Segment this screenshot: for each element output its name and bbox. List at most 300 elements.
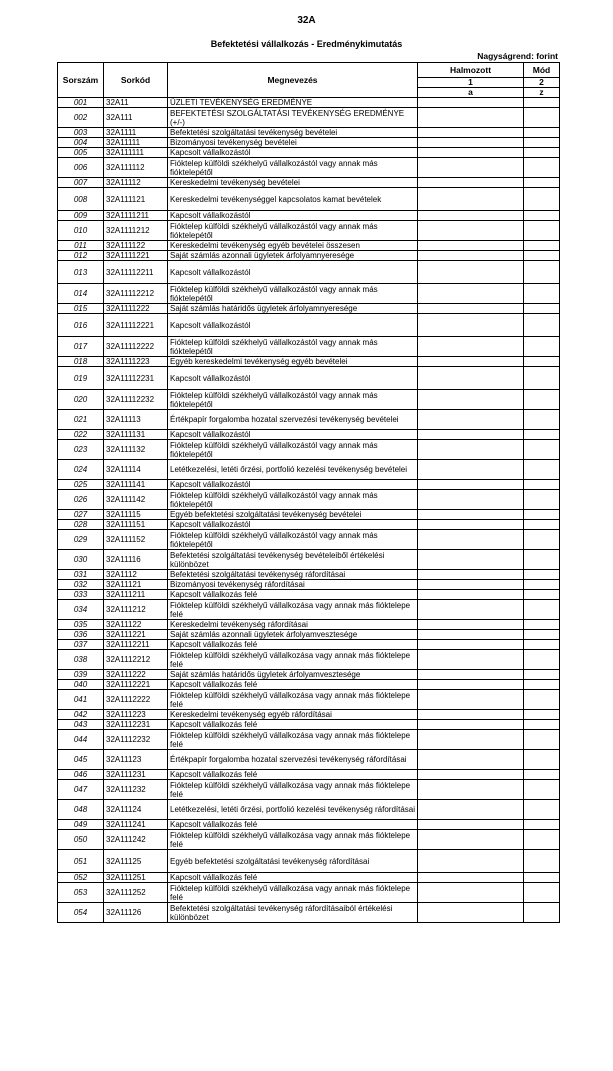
row-code: 32A111121: [104, 188, 168, 211]
row-number: 024: [58, 460, 104, 480]
row-description: Befektetési szolgáltatási tevékenység ráfordításai: [168, 570, 418, 580]
value-mod[interactable]: [524, 580, 560, 590]
table-row: [58, 314, 560, 337]
table-row: [58, 590, 560, 600]
table-row: [58, 650, 560, 670]
row-code: 32A11: [104, 98, 168, 108]
row-description: Kapcsolt vállalkozás felé: [168, 590, 418, 600]
table-row: [58, 850, 560, 873]
row-number: 033: [58, 590, 104, 600]
value-mod[interactable]: [524, 903, 560, 923]
value-halmozott[interactable]: [418, 440, 524, 460]
header-sorkod: Sorkód: [104, 63, 168, 98]
value-mod[interactable]: [524, 520, 560, 530]
row-number: 025: [58, 480, 104, 490]
value-halmozott[interactable]: [418, 261, 524, 284]
value-halmozott[interactable]: [418, 590, 524, 600]
row-code: 32A11112211: [104, 261, 168, 284]
value-mod[interactable]: [524, 178, 560, 188]
value-halmozott[interactable]: [418, 510, 524, 520]
table-row: [58, 873, 560, 883]
table-row: [58, 710, 560, 720]
row-number: 007: [58, 178, 104, 188]
value-halmozott[interactable]: [418, 640, 524, 650]
row-number: 037: [58, 640, 104, 650]
table-row: [58, 304, 560, 314]
value-halmozott[interactable]: [418, 304, 524, 314]
row-number: 041: [58, 690, 104, 710]
row-number: 013: [58, 261, 104, 284]
row-number: 020: [58, 390, 104, 410]
value-halmozott[interactable]: [418, 550, 524, 570]
table-row: [58, 251, 560, 261]
row-description: Fióktelep külföldi székhelyű vállalkozástól vagy annak más fióktelepétől: [168, 390, 418, 410]
row-number: 001: [58, 98, 104, 108]
value-halmozott[interactable]: [418, 390, 524, 410]
value-mod[interactable]: [524, 820, 560, 830]
value-halmozott[interactable]: [418, 780, 524, 800]
row-description: Kapcsolt vállalkozás felé: [168, 770, 418, 780]
value-halmozott[interactable]: [418, 490, 524, 510]
row-number: 043: [58, 720, 104, 730]
row-number: 044: [58, 730, 104, 750]
value-mod[interactable]: [524, 357, 560, 367]
row-code: 32A11123: [104, 750, 168, 770]
row-number: 028: [58, 520, 104, 530]
row-description: Fióktelep külföldi székhelyű vállalkozástól vagy annak más fióktelepétől: [168, 337, 418, 357]
row-description: Fióktelep külföldi székhelyű vállalkozása vagy annak más fióktelepe felé: [168, 830, 418, 850]
table-row: [58, 530, 560, 550]
table-row: [58, 357, 560, 367]
table-row: [58, 460, 560, 480]
table-row: [58, 670, 560, 680]
row-description: Kereskedelmi tevékenység egyéb ráfordításai: [168, 710, 418, 720]
value-mod[interactable]: [524, 800, 560, 820]
value-halmozott[interactable]: [418, 108, 524, 128]
value-mod[interactable]: [524, 367, 560, 390]
row-code: 32A11112232: [104, 390, 168, 410]
value-halmozott[interactable]: [418, 820, 524, 830]
value-halmozott[interactable]: [418, 570, 524, 580]
table-row: [58, 800, 560, 820]
value-halmozott[interactable]: [418, 530, 524, 550]
row-code: 32A1111223: [104, 357, 168, 367]
row-number: 045: [58, 750, 104, 770]
value-halmozott[interactable]: [418, 241, 524, 251]
table-row: [58, 284, 560, 304]
row-number: 012: [58, 251, 104, 261]
value-halmozott[interactable]: [418, 138, 524, 148]
value-mod[interactable]: [524, 138, 560, 148]
row-number: 039: [58, 670, 104, 680]
value-mod[interactable]: [524, 650, 560, 670]
row-description: Kapcsolt vállalkozástól: [168, 148, 418, 158]
row-code: 32A111212: [104, 600, 168, 620]
row-description: Kapcsolt vállalkozástól: [168, 314, 418, 337]
value-halmozott[interactable]: [418, 670, 524, 680]
row-number: 032: [58, 580, 104, 590]
row-number: 052: [58, 873, 104, 883]
row-description: Fióktelep külföldi székhelyű vállalkozástól vagy annak más fióktelepétől: [168, 490, 418, 510]
row-description: Letétkezelési, letéti őrzési, portfolió kezelési tevékenység bevételei: [168, 460, 418, 480]
row-code: 32A111232: [104, 780, 168, 800]
row-description: Kereskedelmi tevékenység egyéb bevételei összesen: [168, 241, 418, 251]
value-mod[interactable]: [524, 221, 560, 241]
row-description: Kereskedelmi tevékenység bevételei: [168, 178, 418, 188]
row-description: Fióktelep külföldi székhelyű vállalkozástól vagy annak más fióktelepétől: [168, 221, 418, 241]
row-description: Kapcsolt vállalkozástól: [168, 520, 418, 530]
header-halmozott-letter: a: [418, 88, 524, 98]
row-description: Fióktelep külföldi székhelyű vállalkozástól vagy annak más fióktelepétől: [168, 158, 418, 178]
row-code: 32A1112231: [104, 720, 168, 730]
table-row: [58, 903, 560, 923]
row-number: 030: [58, 550, 104, 570]
row-number: 048: [58, 800, 104, 820]
row-code: 32A1111: [104, 128, 168, 138]
row-code: 32A11112: [104, 178, 168, 188]
row-description: Kereskedelmi tevékenységgel kapcsolatos kamat bevételek: [168, 188, 418, 211]
row-number: 023: [58, 440, 104, 460]
row-description: Fióktelep külföldi székhelyű vállalkozástól vagy annak más fióktelepétől: [168, 284, 418, 304]
table-row: [58, 410, 560, 430]
value-halmozott[interactable]: [418, 357, 524, 367]
row-code: 32A11115: [104, 510, 168, 520]
row-number: 035: [58, 620, 104, 630]
value-mod[interactable]: [524, 251, 560, 261]
table-row: [58, 520, 560, 530]
value-mod[interactable]: [524, 128, 560, 138]
header-halmozott: Halmozott: [418, 63, 524, 78]
row-description: Kapcsolt vállalkozás felé: [168, 680, 418, 690]
value-halmozott[interactable]: [418, 690, 524, 710]
row-code: 32A111231: [104, 770, 168, 780]
row-code: 32A1112221: [104, 680, 168, 690]
row-description: Befektetési szolgáltatási tevékenység ráfordításaiból értékelési különbözet: [168, 903, 418, 923]
row-description: Bizományosi tevékenység ráfordításai: [168, 580, 418, 590]
row-number: 046: [58, 770, 104, 780]
value-mod[interactable]: [524, 410, 560, 430]
table-row: [58, 680, 560, 690]
row-description: BEFEKTETÉSI SZOLGÁLTATÁSI TEVÉKENYSÉG EREDMÉNYE (+/-): [168, 108, 418, 128]
value-mod[interactable]: [524, 550, 560, 570]
table-row: [58, 720, 560, 730]
row-number: 050: [58, 830, 104, 850]
value-mod[interactable]: [524, 148, 560, 158]
value-mod[interactable]: [524, 570, 560, 580]
value-mod[interactable]: [524, 390, 560, 410]
value-halmozott[interactable]: [418, 850, 524, 873]
value-halmozott[interactable]: [418, 800, 524, 820]
header-mod-letter: z: [524, 88, 560, 98]
value-mod[interactable]: [524, 590, 560, 600]
value-mod[interactable]: [524, 241, 560, 251]
row-code: 32A1111221: [104, 251, 168, 261]
value-mod[interactable]: [524, 430, 560, 440]
row-number: 053: [58, 883, 104, 903]
row-code: 32A111: [104, 108, 168, 128]
table-row: [58, 430, 560, 440]
row-number: 047: [58, 780, 104, 800]
row-description: Saját számlás azonnali ügyletek árfolyamnyeresége: [168, 251, 418, 261]
row-description: Saját számlás azonnali ügyletek árfolyamvesztesége: [168, 630, 418, 640]
row-code: 32A111241: [104, 820, 168, 830]
table-row: [58, 570, 560, 580]
row-code: 32A111211: [104, 590, 168, 600]
row-code: 32A111122: [104, 241, 168, 251]
row-description: Kapcsolt vállalkozás felé: [168, 873, 418, 883]
row-description: Saját számlás határidős ügyletek árfolyamnyeresége: [168, 304, 418, 314]
row-number: 027: [58, 510, 104, 520]
row-description: Kapcsolt vállalkozás felé: [168, 820, 418, 830]
header-mod: Mód: [524, 63, 560, 78]
row-number: 026: [58, 490, 104, 510]
value-mod[interactable]: [524, 304, 560, 314]
value-mod[interactable]: [524, 284, 560, 304]
value-halmozott[interactable]: [418, 710, 524, 720]
value-halmozott[interactable]: [418, 600, 524, 620]
row-number: 034: [58, 600, 104, 620]
row-code: 32A1111212: [104, 221, 168, 241]
row-number: 003: [58, 128, 104, 138]
value-mod[interactable]: [524, 720, 560, 730]
row-code: 32A1111222: [104, 304, 168, 314]
table-row: [58, 148, 560, 158]
value-mod[interactable]: [524, 680, 560, 690]
value-halmozott[interactable]: [418, 620, 524, 630]
value-halmozott[interactable]: [418, 158, 524, 178]
table-body: [58, 98, 560, 923]
row-description: Fióktelep külföldi székhelyű vállalkozástól vagy annak más fióktelepétől: [168, 440, 418, 460]
value-mod[interactable]: [524, 780, 560, 800]
row-code: 32A11112212: [104, 284, 168, 304]
row-code: 32A111222: [104, 670, 168, 680]
row-number: 014: [58, 284, 104, 304]
row-description: Egyéb befektetési szolgáltatási tevékenység bevételei: [168, 510, 418, 520]
value-halmozott[interactable]: [418, 148, 524, 158]
value-mod[interactable]: [524, 188, 560, 211]
table-row: [58, 367, 560, 390]
value-mod[interactable]: [524, 620, 560, 630]
row-code: 32A111142: [104, 490, 168, 510]
value-mod[interactable]: [524, 510, 560, 520]
table-row: [58, 337, 560, 357]
row-code: 32A111152: [104, 530, 168, 550]
row-number: 051: [58, 850, 104, 873]
value-halmozott[interactable]: [418, 178, 524, 188]
value-mod[interactable]: [524, 640, 560, 650]
row-description: Kereskedelmi tevékenység ráfordításai: [168, 620, 418, 630]
table-row: [58, 98, 560, 108]
value-halmozott[interactable]: [418, 830, 524, 850]
row-number: 008: [58, 188, 104, 211]
table-row: [58, 178, 560, 188]
table-row: [58, 770, 560, 780]
value-halmozott[interactable]: [418, 410, 524, 430]
row-number: 054: [58, 903, 104, 923]
row-code: 32A1112212: [104, 650, 168, 670]
value-halmozott[interactable]: [418, 903, 524, 923]
row-description: Egyéb kereskedelmi tevékenység egyéb bevételei: [168, 357, 418, 367]
value-halmozott[interactable]: [418, 750, 524, 770]
value-halmozott[interactable]: [418, 337, 524, 357]
table-row: [58, 261, 560, 284]
value-mod[interactable]: [524, 460, 560, 480]
row-code: 32A111131: [104, 430, 168, 440]
value-mod[interactable]: [524, 630, 560, 640]
row-description: Bizományosi tevékenység bevételei: [168, 138, 418, 148]
row-description: Fióktelep külföldi székhelyű vállalkozástól vagy annak más fióktelepétől: [168, 530, 418, 550]
value-halmozott[interactable]: [418, 221, 524, 241]
row-code: 32A111221: [104, 630, 168, 640]
value-mod[interactable]: [524, 490, 560, 510]
row-description: Saját számlás határidős ügyletek árfolyamvesztesége: [168, 670, 418, 680]
value-halmozott[interactable]: [418, 128, 524, 138]
value-halmozott[interactable]: [418, 650, 524, 670]
row-code: 32A111132: [104, 440, 168, 460]
value-halmozott[interactable]: [418, 367, 524, 390]
row-description: Fióktelep külföldi székhelyű vállalkozása vagy annak más fióktelepe felé: [168, 650, 418, 670]
row-number: 042: [58, 710, 104, 720]
row-number: 029: [58, 530, 104, 550]
value-mod[interactable]: [524, 750, 560, 770]
row-number: 040: [58, 680, 104, 690]
row-number: 005: [58, 148, 104, 158]
table-row: [58, 600, 560, 620]
value-halmozott[interactable]: [418, 680, 524, 690]
row-number: 018: [58, 357, 104, 367]
value-mod[interactable]: [524, 261, 560, 284]
row-description: Kapcsolt vállalkozás felé: [168, 720, 418, 730]
value-halmozott[interactable]: [418, 520, 524, 530]
row-description: Kapcsolt vállalkozástól: [168, 430, 418, 440]
row-code: 32A11112231: [104, 367, 168, 390]
row-code: 32A11112222: [104, 337, 168, 357]
table-row: [58, 221, 560, 241]
value-mod[interactable]: [524, 314, 560, 337]
value-halmozott[interactable]: [418, 480, 524, 490]
value-halmozott[interactable]: [418, 873, 524, 883]
value-halmozott[interactable]: [418, 883, 524, 903]
row-description: Kapcsolt vállalkozástól: [168, 261, 418, 284]
table-row: [58, 241, 560, 251]
value-mod[interactable]: [524, 600, 560, 620]
row-code: 32A1112232: [104, 730, 168, 750]
row-code: 32A111112: [104, 158, 168, 178]
value-mod[interactable]: [524, 337, 560, 357]
value-halmozott[interactable]: [418, 314, 524, 337]
table-row: [58, 440, 560, 460]
row-number: 036: [58, 630, 104, 640]
row-code: 32A11114: [104, 460, 168, 480]
table-row: [58, 188, 560, 211]
row-description: Kapcsolt vállalkozástól: [168, 367, 418, 390]
value-mod[interactable]: [524, 690, 560, 710]
row-number: 006: [58, 158, 104, 178]
value-mod[interactable]: [524, 440, 560, 460]
row-code: 32A11112221: [104, 314, 168, 337]
table-row: [58, 640, 560, 650]
row-code: 32A11126: [104, 903, 168, 923]
row-code: 32A11116: [104, 550, 168, 570]
value-mod[interactable]: [524, 710, 560, 720]
row-code: 32A11113: [104, 410, 168, 430]
value-mod[interactable]: [524, 211, 560, 221]
value-mod[interactable]: [524, 830, 560, 850]
row-description: Fióktelep külföldi székhelyű vállalkozása vagy annak más fióktelepe felé: [168, 600, 418, 620]
table-row: [58, 690, 560, 710]
row-number: 009: [58, 211, 104, 221]
row-description: Fióktelep külföldi székhelyű vállalkozása vagy annak más fióktelepe felé: [168, 780, 418, 800]
value-mod[interactable]: [524, 730, 560, 750]
row-description: Kapcsolt vállalkozás felé: [168, 640, 418, 650]
value-mod[interactable]: [524, 850, 560, 873]
row-description: Befektetési szolgáltatási tevékenység bevételeiből értékelési különbözet: [168, 550, 418, 570]
value-halmozott[interactable]: [418, 284, 524, 304]
value-halmozott[interactable]: [418, 730, 524, 750]
row-code: 32A1112222: [104, 690, 168, 710]
value-mod[interactable]: [524, 98, 560, 108]
row-description: Letétkezelési, letéti őrzési, portfolió kezelési tevékenység ráfordításai: [168, 800, 418, 820]
value-mod[interactable]: [524, 530, 560, 550]
row-number: 038: [58, 650, 104, 670]
table-row: [58, 730, 560, 750]
report-title: Befektetési vállalkozás - Eredménykimutatás: [210, 39, 403, 49]
row-code: 32A111242: [104, 830, 168, 850]
row-description: Értékpapír forgalomba hozatal szervezési tevékenység bevételei: [168, 410, 418, 430]
table-row: [58, 620, 560, 630]
row-code: 32A111251: [104, 873, 168, 883]
row-number: 002: [58, 108, 104, 128]
row-number: 004: [58, 138, 104, 148]
value-halmozott[interactable]: [418, 430, 524, 440]
row-code: 32A111252: [104, 883, 168, 903]
value-mod[interactable]: [524, 670, 560, 680]
unit-label: Nagyságrend: forint: [477, 51, 558, 61]
table-row: [58, 158, 560, 178]
value-halmozott[interactable]: [418, 770, 524, 780]
value-halmozott[interactable]: [418, 460, 524, 480]
row-description: Befektetési szolgáltatási tevékenység bevételei: [168, 128, 418, 138]
table-row: [58, 580, 560, 590]
row-number: 011: [58, 241, 104, 251]
row-code: 32A111141: [104, 480, 168, 490]
row-code: 32A111223: [104, 710, 168, 720]
value-halmozott[interactable]: [418, 630, 524, 640]
value-mod[interactable]: [524, 158, 560, 178]
row-code: 32A11111: [104, 138, 168, 148]
table-row: [58, 390, 560, 410]
value-halmozott[interactable]: [418, 98, 524, 108]
row-code: 32A1111211: [104, 211, 168, 221]
value-halmozott[interactable]: [418, 211, 524, 221]
value-halmozott[interactable]: [418, 188, 524, 211]
table-row: [58, 830, 560, 850]
value-mod[interactable]: [524, 480, 560, 490]
value-mod[interactable]: [524, 883, 560, 903]
form-code: 32A: [297, 15, 316, 26]
value-halmozott[interactable]: [418, 580, 524, 590]
value-mod[interactable]: [524, 770, 560, 780]
row-code: 32A111151: [104, 520, 168, 530]
value-halmozott[interactable]: [418, 251, 524, 261]
table-row: [58, 108, 560, 128]
value-mod[interactable]: [524, 108, 560, 128]
value-halmozott[interactable]: [418, 720, 524, 730]
row-description: Értékpapír forgalomba hozatal szervezési tevékenység ráfordításai: [168, 750, 418, 770]
table-row: [58, 780, 560, 800]
table-row: [58, 490, 560, 510]
value-mod[interactable]: [524, 873, 560, 883]
